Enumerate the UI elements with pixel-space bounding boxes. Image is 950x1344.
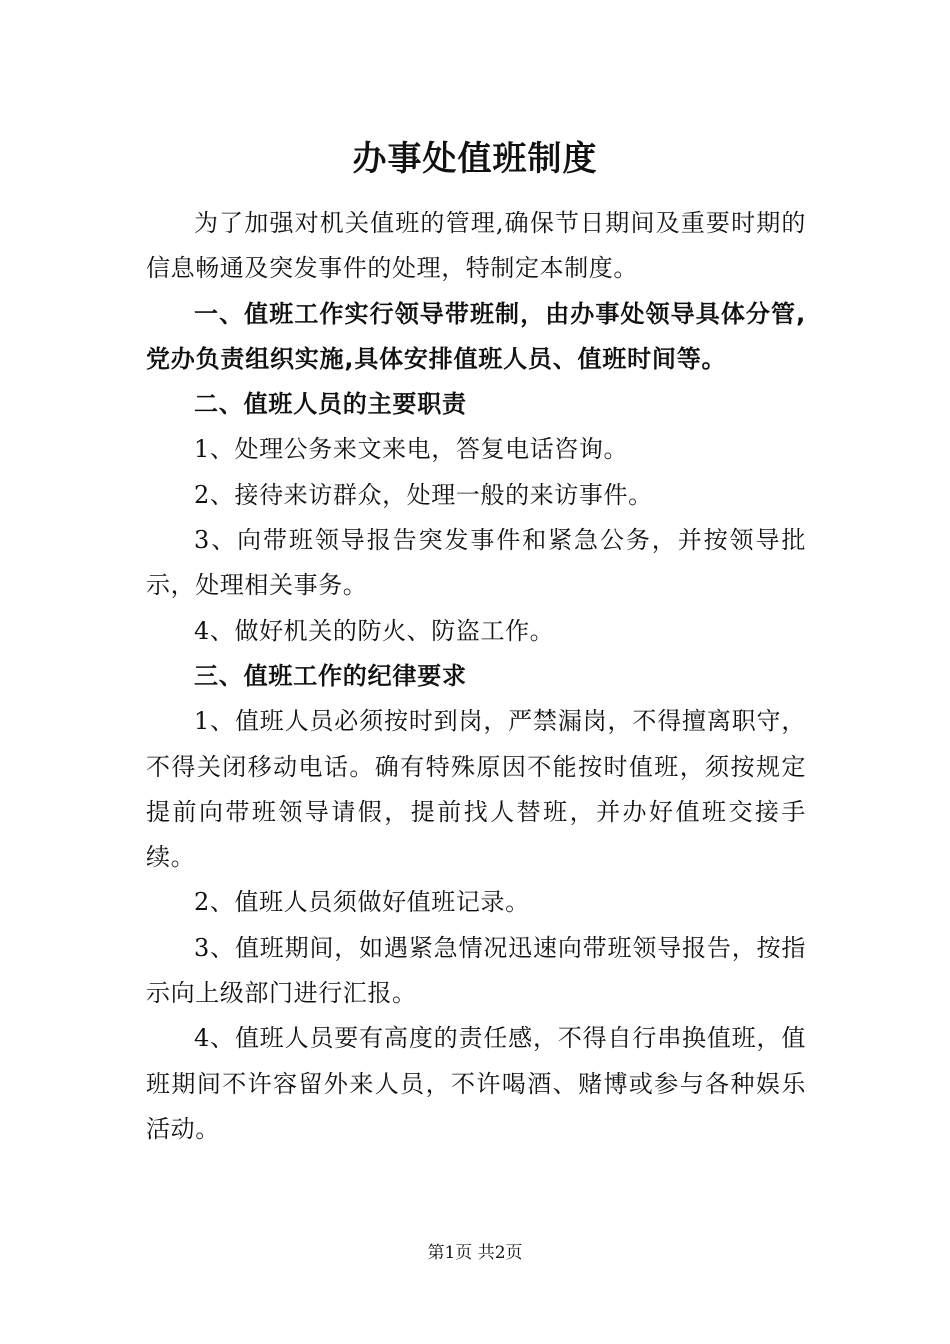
section-two-heading: 二、值班人员的主要职责 — [194, 390, 467, 419]
section-one-paragraph: 一、值班工作实行领导带班制，由办事处领导具体分管,党办负责组织实施,具体安排值班人员、值班时间等。 — [146, 299, 806, 373]
document-body — [146, 201, 806, 1152]
section-three-heading: 三、值班工作的纪律要求 — [194, 661, 467, 690]
discipline-item-3: 3、值班期间，如遇紧急情况迅速向带班领导报告，按指示向上级部门进行汇报。 — [146, 933, 806, 1008]
duty-item-1: 1、处理公务来文来电，答复电话咨询。 — [194, 435, 629, 464]
discipline-item-2: 2、值班人员须做好值班记录。 — [194, 888, 530, 917]
duty-item-4: 4、做好机关的防火、防盗工作。 — [194, 616, 555, 645]
intro-paragraph: 为了加强对机关值班的管理,确保节日期间及重要时期的信息畅通及突发事件的处理，特制定本制度。 — [146, 209, 806, 283]
discipline-item-4: 4、值班人员要有高度的责任感，不得自行串换值班，值班期间不许容留外来人员，不许喝酒、赌博或参与各种娱乐活动。 — [146, 1024, 806, 1143]
duty-item-2: 2、接待来访群众，处理一般的来访事件。 — [194, 480, 653, 509]
document-title: 办事处值班制度 — [352, 139, 598, 179]
discipline-item-1: 1、值班人员必须按时到岗，严禁漏岗，不得擅离职守，不得关闭移动电话。确有特殊原因不能按时值班，须按规定提前向带班领导请假，提前找人替班，并办好值班交接手续。 — [146, 707, 806, 872]
page-number-footer: 第1页 共2页 — [427, 1243, 523, 1263]
duty-item-3: 3、向带班领导报告突发事件和紧急公务，并按领导批示，处理相关事务。 — [146, 526, 806, 600]
